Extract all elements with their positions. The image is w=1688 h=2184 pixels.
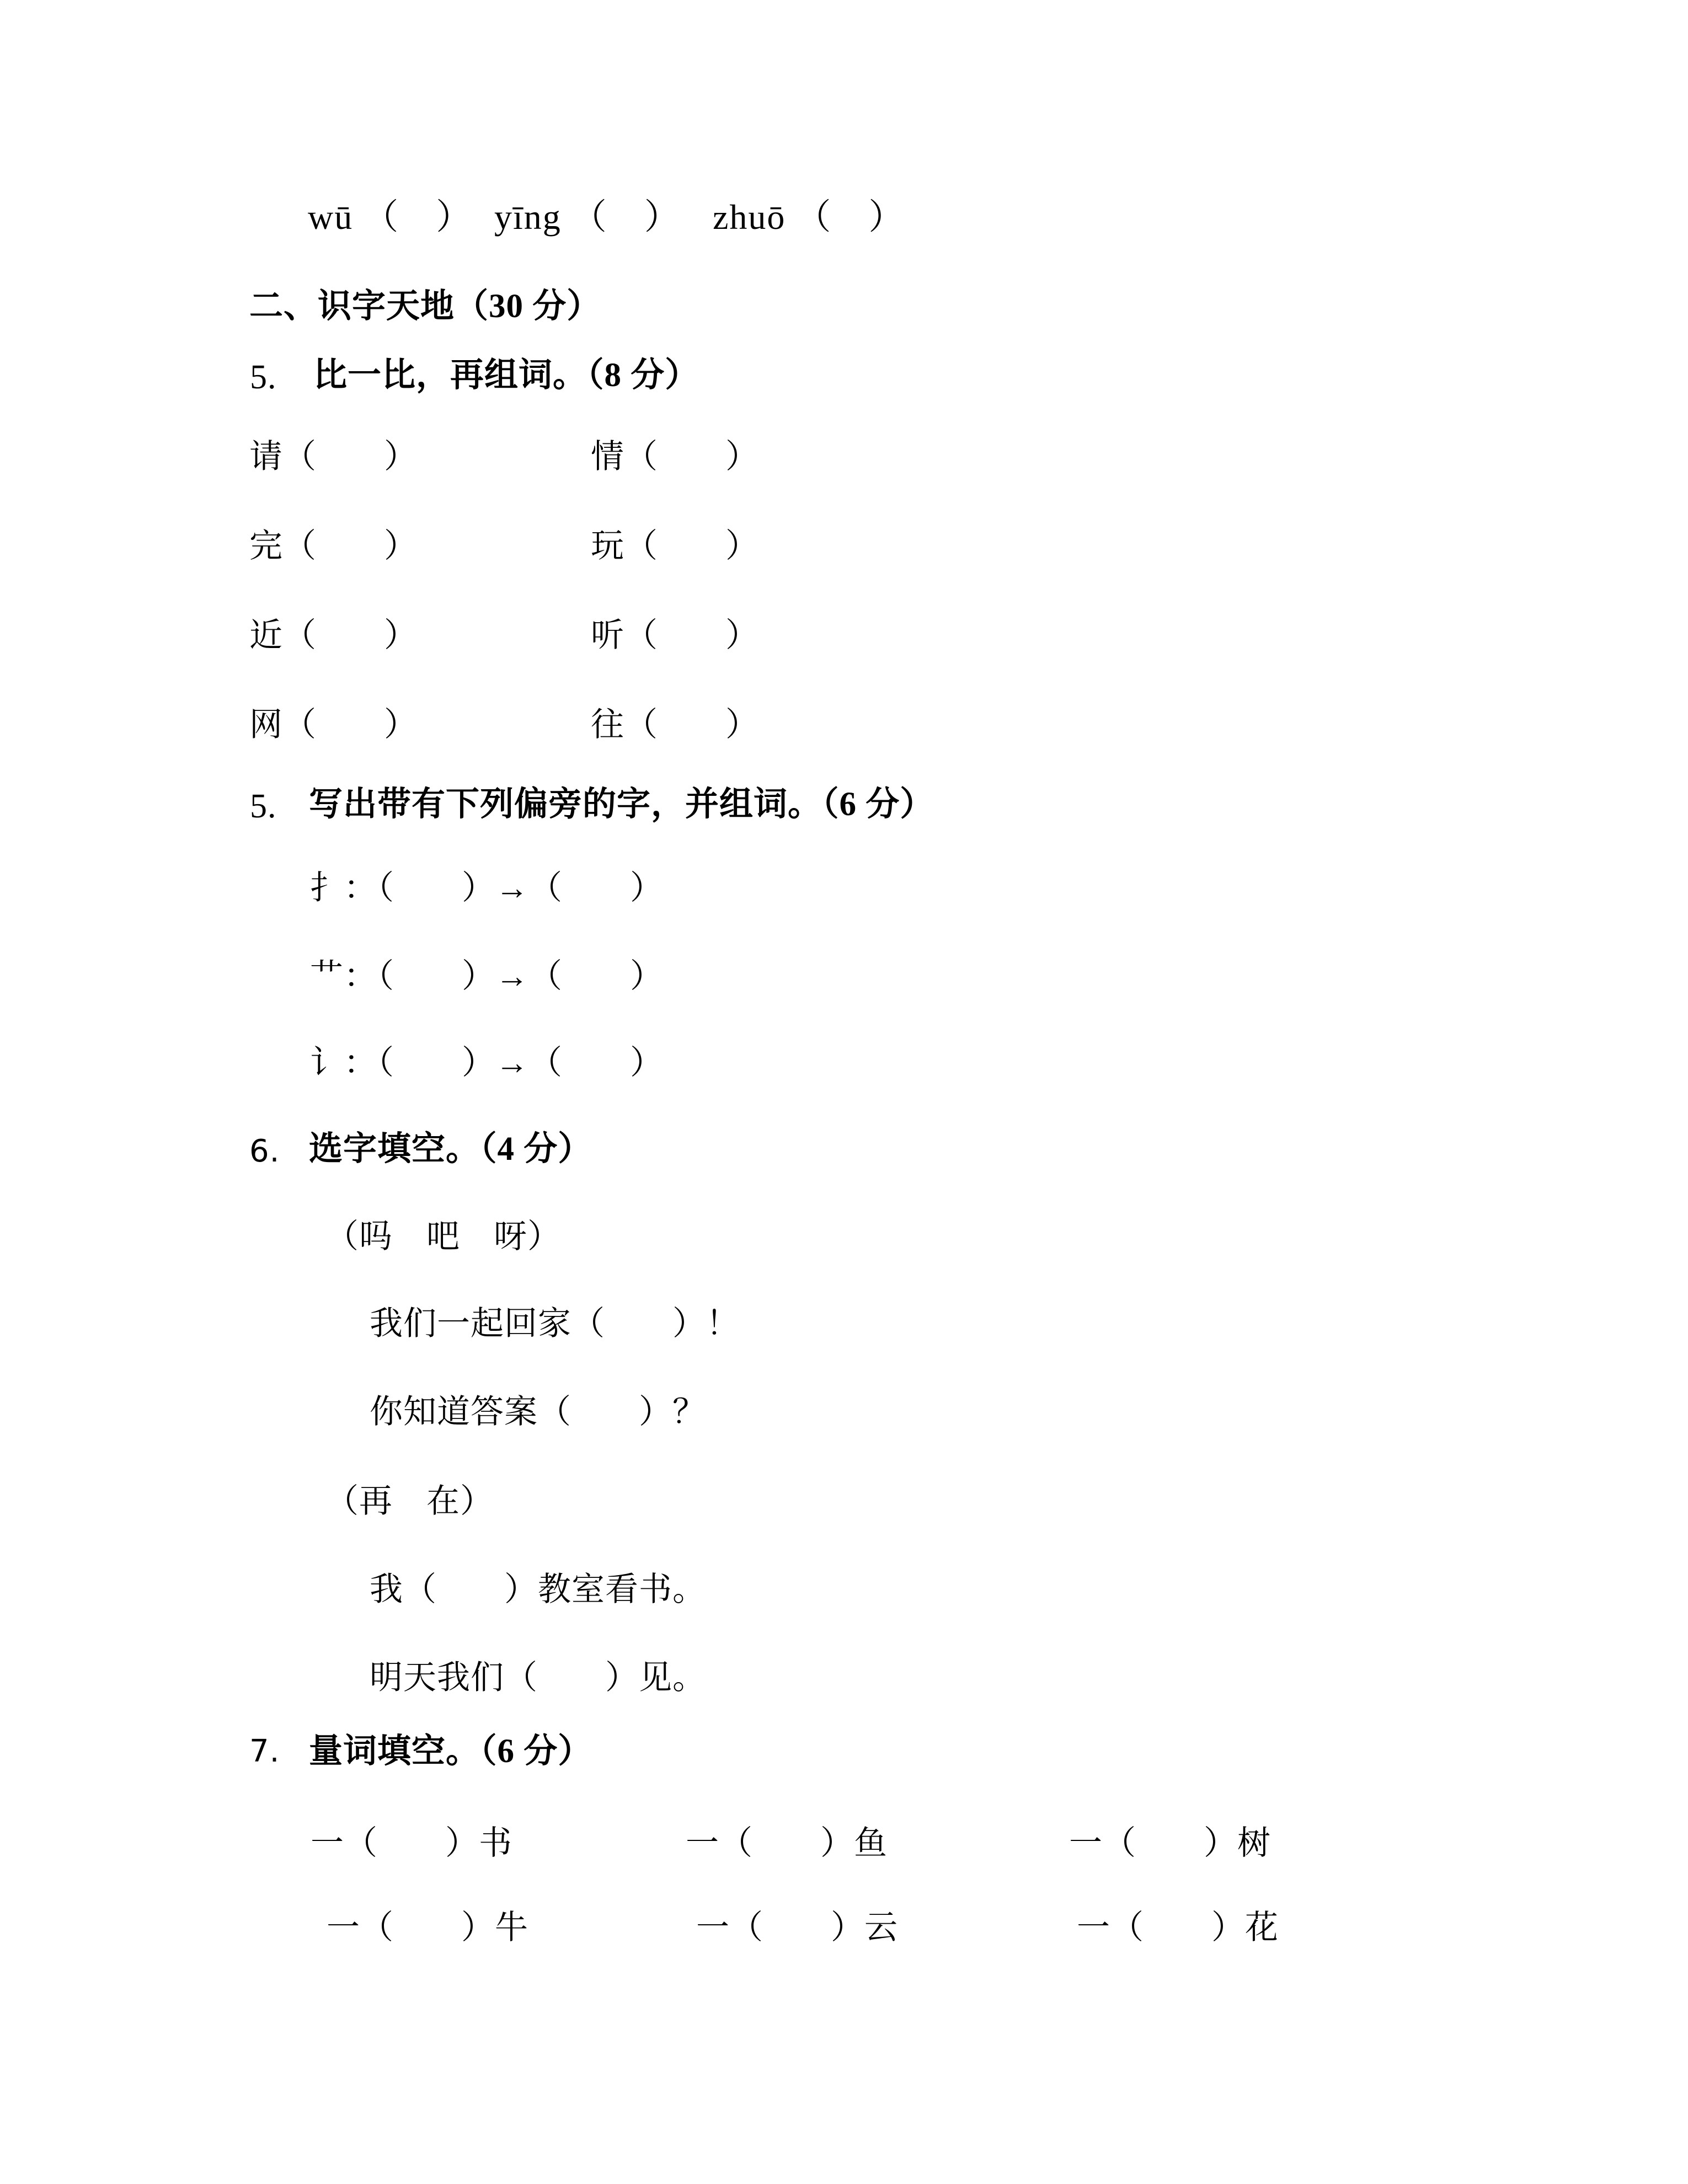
answer-pattern: ：（ ）→（ ） — [344, 1045, 664, 1081]
measure-item: 一（ ）书 — [311, 1825, 512, 1861]
q6-number: 6. — [249, 1133, 280, 1169]
radical-row — [310, 871, 664, 904]
radical-hand: 扌 — [310, 870, 344, 906]
compare-pair-left: 近（ ） — [249, 617, 418, 654]
radical-row — [310, 1046, 664, 1079]
compare-pair-right: 听（ ） — [591, 617, 759, 654]
compare-pair-right: 往（ ） — [591, 706, 759, 743]
pinyin-item-wu — [308, 197, 473, 237]
q6-options-group2: （再 在） — [325, 1483, 494, 1519]
measure-item: 一（ ）牛 — [327, 1909, 528, 1946]
q6-title: 选字填空。（4 分） — [309, 1131, 592, 1168]
q7-title: 量词填空。（6 分） — [309, 1733, 592, 1770]
pinyin-syllable: yīng — [494, 197, 562, 237]
compare-pair-left: 完（ ） — [249, 528, 418, 564]
q5-radicals-number: 5. — [250, 788, 277, 825]
pinyin-syllable: wū — [308, 197, 354, 237]
answer-pattern: ：（ ）→（ ） — [344, 958, 664, 994]
q6-sentence: 明天我们（ ）见。 — [370, 1660, 706, 1696]
q7-number: 7. — [249, 1733, 280, 1769]
compare-pair-left: 请（ ） — [249, 438, 418, 475]
compare-pair-right: 情（ ） — [591, 438, 759, 475]
pinyin-syllable: zhuō — [713, 197, 786, 237]
measure-item: 一（ ）鱼 — [686, 1825, 888, 1861]
pinyin-item-ying — [494, 197, 681, 237]
radical-speech: 讠 — [310, 1045, 344, 1081]
answer-blank: （ ） — [363, 197, 473, 237]
radical-row — [310, 960, 664, 993]
section-two-heading: 二、识字天地（30 分） — [249, 288, 601, 325]
q6-sentence: 我（ ）教室看书。 — [370, 1571, 706, 1608]
answer-pattern: ：（ ）→（ ） — [344, 870, 664, 906]
radical-grass: 艹 — [310, 958, 344, 994]
q6-options-group1: （吗 吧 呀） — [325, 1218, 561, 1255]
answer-blank: （ ） — [795, 197, 905, 237]
measure-item: 一（ ）树 — [1069, 1825, 1271, 1861]
measure-item: 一（ ）云 — [696, 1909, 898, 1946]
compare-pair-right: 玩（ ） — [591, 528, 759, 564]
pinyin-item-zhuo — [713, 197, 905, 237]
q5-radicals-title: 写出带有下列偏旁的字，并组词。（6 分） — [309, 786, 934, 823]
q6-sentence: 你知道答案（ ）？ — [370, 1394, 706, 1430]
q5-compare-title: 比一比，再组词。（8 分） — [313, 357, 699, 394]
answer-blank: （ ） — [571, 197, 681, 237]
measure-item: 一（ ）花 — [1077, 1909, 1279, 1946]
q5-compare-number: 5. — [250, 358, 277, 396]
q6-sentence: 我们一起回家（ ）！ — [370, 1305, 740, 1342]
compare-pair-left: 网（ ） — [249, 706, 418, 743]
